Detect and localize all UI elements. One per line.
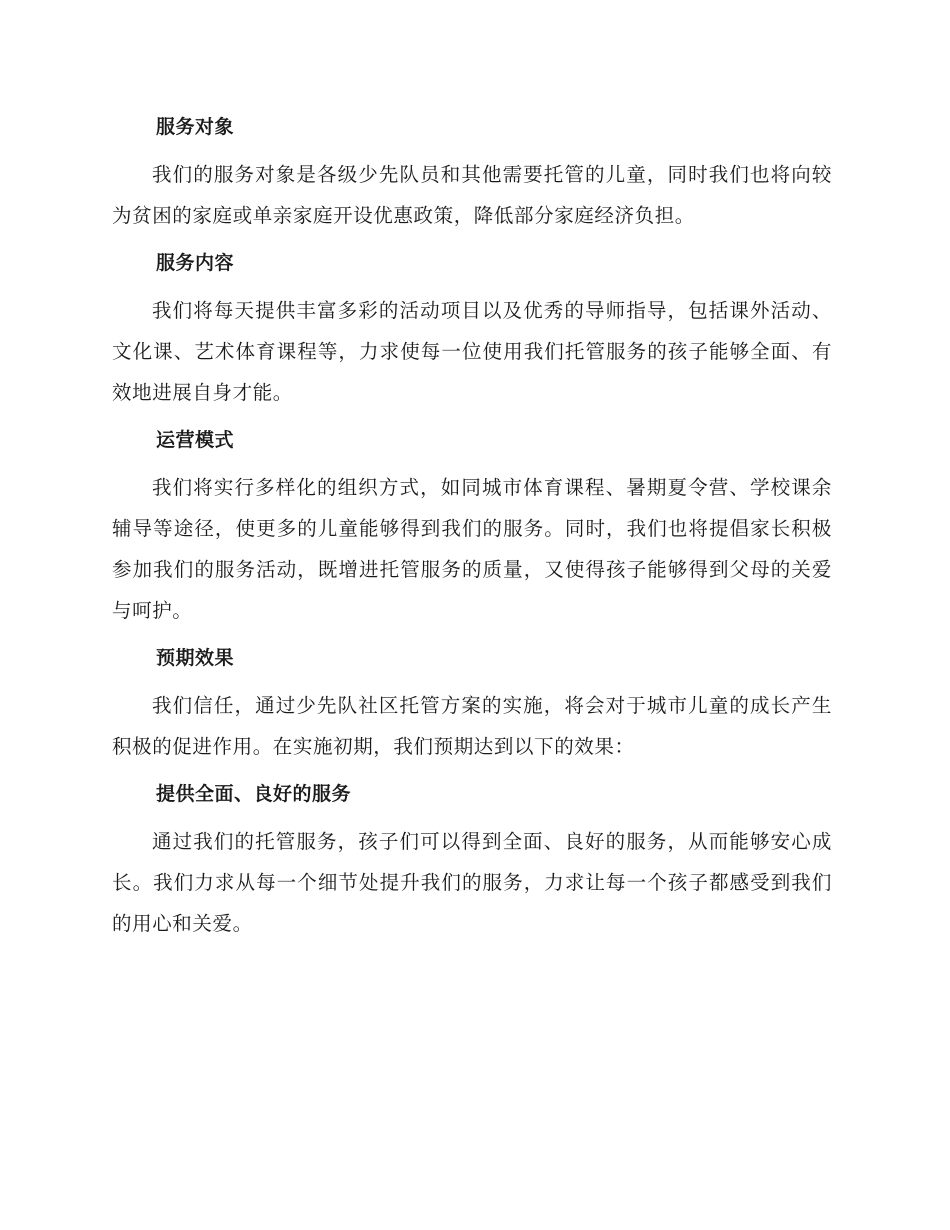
section-heading-expected-effect: 预期效果 (156, 647, 235, 669)
section-paragraph-expected-effect: 我们信任，通过少先队社区托管方案的实施，将会对于城市儿童的成长产生积极的促进作用。在实施初期，我们预期达到以下的效果： (112, 694, 832, 758)
document-page (112, 108, 832, 952)
section-heading-good-service: 提供全面、良好的服务 (156, 783, 352, 805)
section-paragraph-service-content: 我们将每天提供丰富多彩的活动项目以及优秀的导师指导，包括课外活动、文化课、艺术体育课程等，力求使每一位使用我们托管服务的孩子能够全面、有效地进展自身才能。 (112, 299, 832, 404)
section-heading-service-target: 服务对象 (156, 116, 235, 138)
section-paragraph-good-service: 通过我们的托管服务，孩子们可以得到全面、良好的服务，从而能够安心成长。我们力求从每一个细节处提升我们的服务，力求让每一个孩子都感受到我们的用心和关爱。 (112, 830, 832, 935)
section-paragraph-service-target: 我们的服务对象是各级少先队员和其他需要托管的儿童，同时我们也将向较为贫困的家庭或单亲家庭开设优惠政策，降低部分家庭经济负担。 (112, 163, 832, 227)
section-heading-service-content: 服务内容 (156, 252, 235, 274)
section-paragraph-operation-mode: 我们将实行多样化的组织方式，如同城市体育课程、暑期夏令营、学校课余辅导等途径，使更多的儿童能够得到我们的服务。同时，我们也将提倡家长积极参加我们的服务活动，既增进托管服务的质量，又使得孩子能够得到父母的关爱与呵护。 (112, 476, 832, 622)
section-heading-operation-mode: 运营模式 (156, 429, 235, 451)
